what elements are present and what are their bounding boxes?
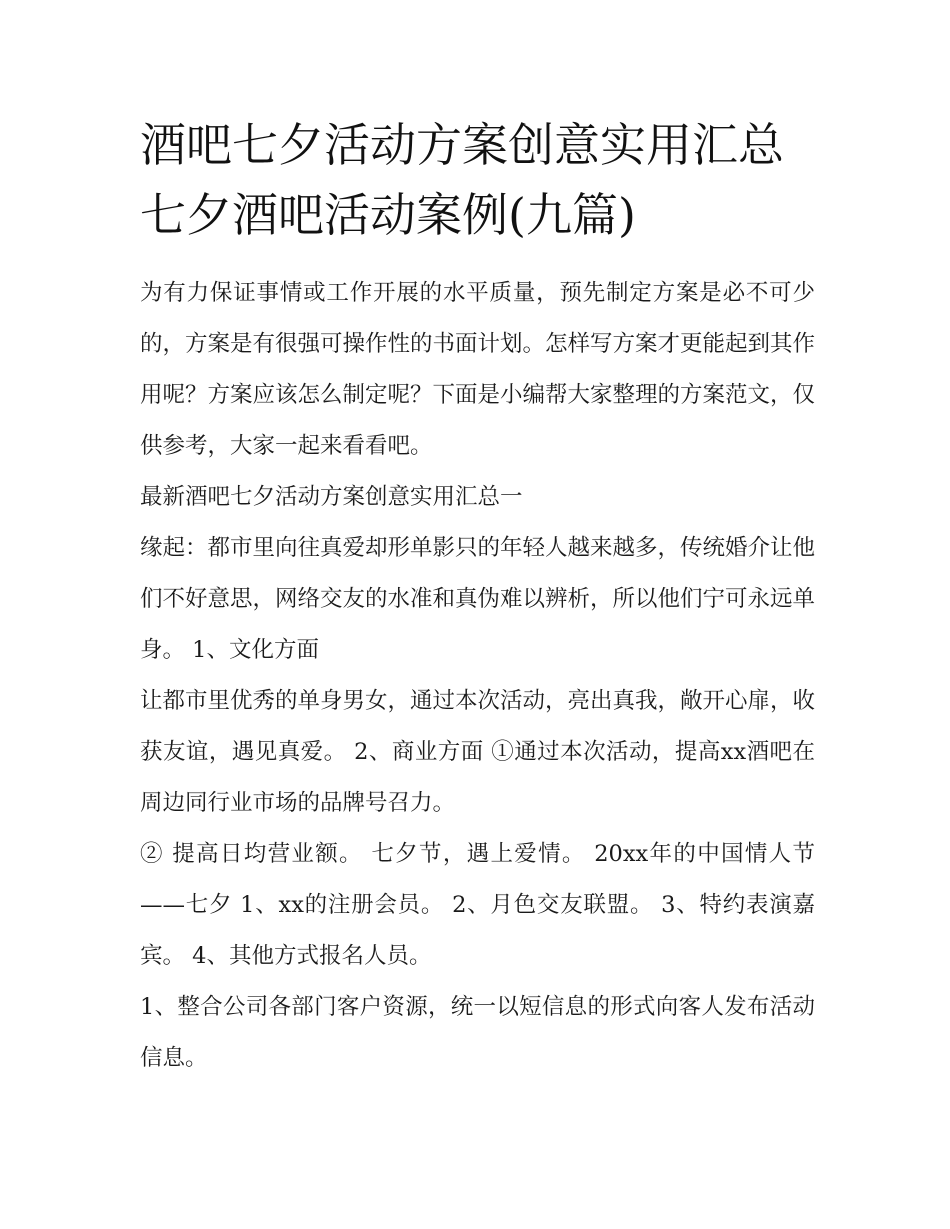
event-paragraph: ② 提高日均营业额。 七夕节，遇上爱情。 20xx年的中国情人节——七夕 1、xx的注册会员。 2、月色交友联盟。 3、特约表演嘉宾。 4、其他方式报名人员。 [140, 841, 815, 969]
goals-paragraph: 让都市里优秀的单身男女，通过本次活动，亮出真我，敞开心扉，收获友谊，遇见真爱。 2、商业方面 ①通过本次活动，提高xx酒吧在周边同行业市场的品牌号召力。 [140, 688, 816, 816]
promotion-paragraph: 1、整合公司各部门客户资源，统一以短信息的形式向客人发布活动信息。 [140, 994, 815, 1071]
origin-paragraph: 缘起：都市里向往真爱却形单影只的年轻人越来越多，传统婚介让他们不好意思，网络交友的水准和真伪难以辨析，所以他们宁可永远单身。 1、文化方面 [140, 535, 816, 663]
document-body [140, 268, 815, 1084]
section-heading: 最新酒吧七夕活动方案创意实用汇总一 [140, 484, 523, 510]
document-title: 酒吧七夕活动方案创意实用汇总 七夕酒吧活动案例(九篇) [140, 118, 784, 242]
intro-paragraph: 为有力保证事情或工作开展的水平质量，预先制定方案是必不可少的，方案是有很强可操作性的书面计划。怎样写方案才更能起到其作用呢？方案应该怎么制定呢？下面是小编帮大家整理的方案范文，仅供参考，大家一起来看看吧。 [140, 280, 816, 459]
document-page [140, 110, 815, 1084]
